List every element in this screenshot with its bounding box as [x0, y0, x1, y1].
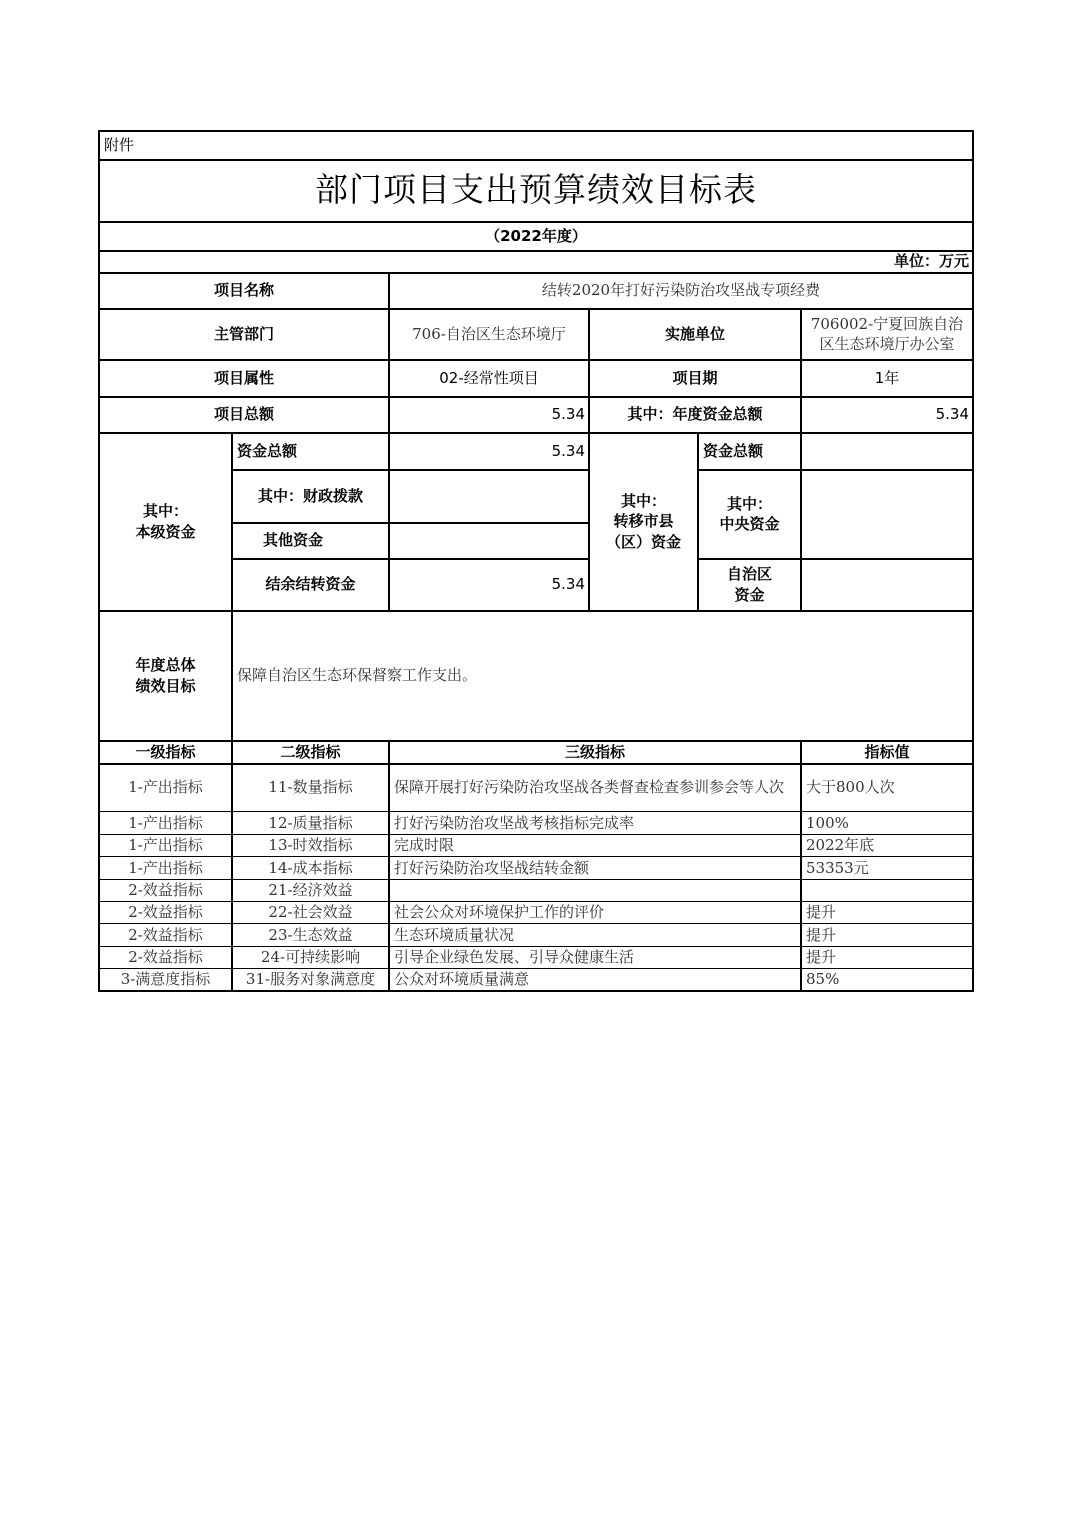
indicator-value: 53353元: [806, 858, 869, 877]
annual-goal-label-line-1: 年度总体: [135, 656, 196, 675]
indicator-level3: 生态环境质量状况: [394, 925, 515, 944]
indicator-header-level2: 二级指标: [280, 742, 341, 761]
indicator-value: 100%: [806, 813, 849, 832]
impl-unit-line-1: 706002-宁夏回族自治: [810, 314, 964, 333]
attr-value: 02-经常性项目: [439, 368, 539, 387]
central-funds-value: [802, 470, 972, 558]
indicator-value: 提升: [806, 925, 837, 944]
local-total-label: 资金总额: [237, 441, 298, 460]
transfer-funds-label: [590, 433, 697, 610]
impl-unit-line-2: 区生态环境厅办公室: [819, 335, 955, 353]
central-funds-label-line-1: 其中：: [726, 494, 772, 513]
indicator-value: 大于800人次: [806, 778, 895, 797]
indicator-level2: 13-时效指标: [268, 836, 353, 855]
dept-label: 主管部门: [213, 324, 274, 343]
local-funds-label: [100, 433, 231, 610]
project-name-label: 项目名称: [213, 281, 274, 300]
indicator-level2: 24-可持续影响: [260, 948, 361, 967]
impl-unit-label: 实施单位: [664, 324, 725, 343]
indicator-level3: 公众对环境质量满意: [394, 970, 530, 989]
indicator-level1: 1-产出指标: [128, 836, 203, 855]
central-funds-label: [699, 470, 800, 558]
fiscal-funds-label: 其中：财政拨款: [257, 486, 363, 505]
indicator-header-level1: 一级指标: [135, 742, 196, 761]
total-value: 5.34: [551, 405, 585, 424]
region-funds-value: [802, 559, 972, 610]
indicator-level1: 2-效益指标: [128, 948, 203, 967]
region-funds-label-line-2: 资金: [734, 585, 765, 604]
transfer-total-label: 资金总额: [703, 441, 764, 460]
local-total-value: 5.34: [551, 441, 585, 460]
indicator-level2: 21-经济效益: [268, 881, 353, 900]
transfer-total-value: [802, 433, 972, 469]
period-value: 1年: [874, 368, 900, 387]
indicator-level1: 1-产出指标: [128, 813, 203, 832]
annual-total-label: 其中：年度资金总额: [627, 405, 763, 424]
transfer-funds-label-line-3: （区）资金: [605, 532, 681, 551]
indicator-value: [802, 880, 972, 901]
indicator-header-level3: 三级指标: [564, 742, 625, 761]
attachment-label: 附件: [104, 135, 135, 154]
central-funds-label-line-2: 中央资金: [719, 515, 780, 533]
indicator-level2: 12-质量指标: [268, 813, 353, 832]
transfer-funds-label-line-1: 其中：: [620, 492, 666, 511]
local-funds-label-line-1: 其中：: [142, 502, 188, 521]
annual-total-value: 5.34: [935, 405, 969, 424]
region-funds-label-line-1: 自治区: [726, 565, 772, 584]
attr-label: 项目属性: [213, 368, 274, 387]
indicator-level3: [390, 880, 800, 901]
indicator-level1: 2-效益指标: [128, 925, 203, 944]
annual-goal-text: 保障自治区生态环保督察工作支出。: [237, 666, 478, 685]
indicator-level1: 2-效益指标: [128, 903, 203, 922]
carryover-funds-value: 5.34: [551, 575, 585, 594]
transfer-funds-label-line-2: 转移市县: [613, 512, 674, 531]
indicator-level2: 31-服务对象满意度: [245, 970, 376, 989]
indicator-level2: 11-数量指标: [268, 778, 353, 797]
indicator-level2: 22-社会效益: [268, 903, 353, 922]
indicator-value: 2022年底: [806, 836, 875, 855]
period-label: 项目期: [672, 368, 718, 387]
indicator-value: 85%: [806, 970, 840, 989]
annual-goal-label: [100, 611, 231, 740]
indicator-header-value: 指标值: [864, 742, 910, 761]
indicator-value: 提升: [806, 948, 837, 967]
indicator-level1: 2-效益指标: [128, 881, 203, 900]
fiscal-funds-value: [390, 470, 588, 522]
region-funds-label: [699, 559, 800, 610]
total-label: 项目总额: [213, 405, 274, 424]
indicator-level3: 打好污染防治攻坚战结转金额: [394, 858, 590, 877]
indicator-level2: 23-生态效益: [268, 925, 353, 944]
frame-bottom: [98, 990, 974, 992]
indicator-level1: 1-产出指标: [128, 858, 203, 877]
indicator-level3: 社会公众对环境保护工作的评价: [394, 903, 605, 922]
page-title: 部门项目支出预算绩效目标表: [315, 170, 757, 210]
impl-unit-value: [802, 309, 972, 359]
indicator-level3: 完成时限: [394, 836, 455, 855]
frame-right: [972, 130, 974, 992]
project-name: 结转2020年打好污染防治攻坚战专项经费: [541, 281, 821, 300]
other-funds-label: 其他资金: [263, 531, 324, 550]
indicator-level2: 14-成本指标: [268, 858, 353, 877]
dept-value: 706-自治区生态环境厅: [412, 324, 566, 343]
indicator-level1: 3-满意度指标: [120, 970, 211, 989]
indicator-value: 提升: [806, 903, 837, 922]
indicator-level3: 引导企业绿色发展、引导众健康生活: [394, 948, 635, 967]
indicator-level3: 打好污染防治攻坚战考核指标完成率: [394, 813, 635, 832]
carryover-funds-label: 结余结转资金: [265, 575, 356, 594]
other-funds-value: [390, 523, 588, 558]
local-funds-label-line-2: 本级资金: [135, 522, 196, 541]
annual-goal-label-line-2: 绩效目标: [135, 676, 196, 695]
indicator-level3: 保障开展打好污染防治攻坚战各类督查检查参训参会等人次: [394, 778, 785, 797]
indicator-level1: 1-产出指标: [128, 778, 203, 797]
year-label: （2022年度）: [485, 226, 587, 245]
unit-label: 单位：万元: [893, 252, 969, 271]
